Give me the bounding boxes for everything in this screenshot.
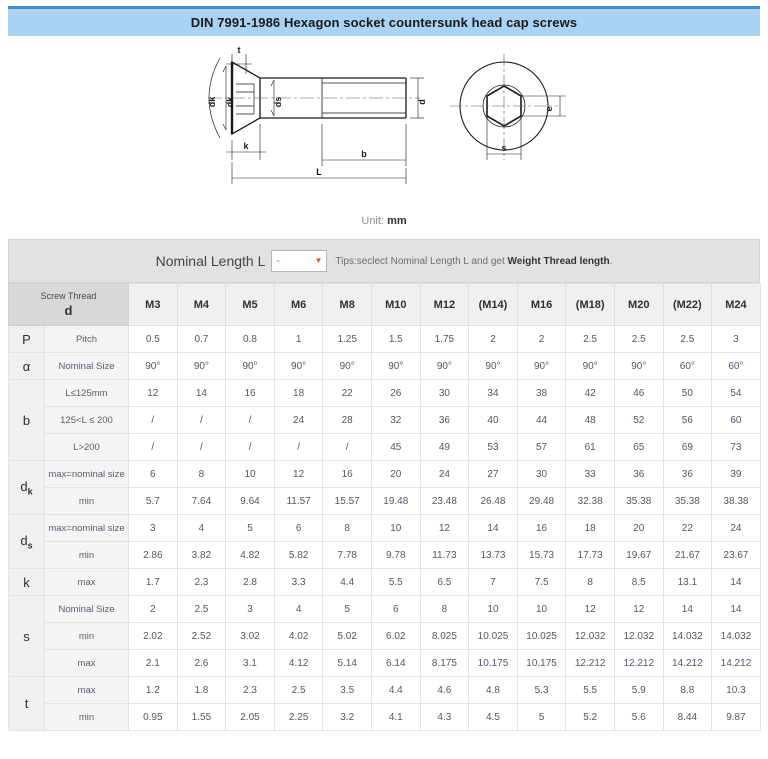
tips-bold: Weight Thread length bbox=[507, 255, 610, 267]
tips-suffix: . bbox=[609, 255, 613, 267]
table-cell: 6 bbox=[129, 461, 178, 488]
table-cell: 7.78 bbox=[323, 542, 372, 569]
table-row bbox=[9, 488, 761, 515]
table-cell: 14 bbox=[469, 515, 518, 542]
table-cell: 23.67 bbox=[712, 542, 761, 569]
table-cell: 57 bbox=[517, 434, 566, 461]
table-cell: 27 bbox=[469, 461, 518, 488]
table-cell: 5.3 bbox=[517, 677, 566, 704]
table-body bbox=[9, 326, 761, 731]
drawing-label-dk: dk bbox=[225, 96, 235, 107]
table-cell: 11.57 bbox=[274, 488, 323, 515]
table-cell: 8.175 bbox=[420, 650, 469, 677]
table-cell: 38.38 bbox=[712, 488, 761, 515]
row-symbol bbox=[9, 326, 45, 353]
table-cell: 1.75 bbox=[420, 326, 469, 353]
table-cell: 22 bbox=[323, 380, 372, 407]
table-cell: 56 bbox=[663, 407, 712, 434]
table-cell: / bbox=[226, 434, 275, 461]
row-description: max bbox=[45, 677, 129, 704]
nominal-length-label: Nominal Length L bbox=[155, 253, 266, 269]
table-cell: 17.73 bbox=[566, 542, 615, 569]
table-cell: 65 bbox=[614, 434, 663, 461]
table-cell: 34 bbox=[469, 380, 518, 407]
table-cell: 9.78 bbox=[371, 542, 420, 569]
table-cell: 5 bbox=[226, 515, 275, 542]
table-cell: 8.025 bbox=[420, 623, 469, 650]
table-row bbox=[9, 569, 761, 596]
table-cell: 14 bbox=[177, 380, 226, 407]
header-size-M24: M24 bbox=[712, 284, 761, 326]
row-description: min bbox=[45, 488, 129, 515]
row-description: max=nominal size bbox=[45, 515, 129, 542]
table-cell: 90° bbox=[177, 353, 226, 380]
table-cell: 8.8 bbox=[663, 677, 712, 704]
table-cell: 2.5 bbox=[663, 326, 712, 353]
table-cell: 10.025 bbox=[469, 623, 518, 650]
table-cell: 14 bbox=[663, 596, 712, 623]
table-row bbox=[9, 461, 761, 488]
header-size-M20: M20 bbox=[614, 284, 663, 326]
table-cell: 2 bbox=[517, 326, 566, 353]
tips-prefix: Tips:seclect Nominal Length L and get bbox=[335, 255, 508, 267]
table-cell: 6 bbox=[371, 596, 420, 623]
table-cell: 3.1 bbox=[226, 650, 275, 677]
table-cell: 21.67 bbox=[663, 542, 712, 569]
table-cell: 29.48 bbox=[517, 488, 566, 515]
table-cell: 5.2 bbox=[566, 704, 615, 731]
table-cell: 15.73 bbox=[517, 542, 566, 569]
table-cell: 2.86 bbox=[129, 542, 178, 569]
row-symbol bbox=[9, 596, 45, 677]
table-cell: 0.8 bbox=[226, 326, 275, 353]
table-cell: 44 bbox=[517, 407, 566, 434]
table-cell: 60 bbox=[712, 407, 761, 434]
table-cell: 6 bbox=[274, 515, 323, 542]
table-cell: 12.032 bbox=[566, 623, 615, 650]
table-cell: 49 bbox=[420, 434, 469, 461]
header-screw-thread-line2: d bbox=[64, 303, 73, 318]
table-cell: 90° bbox=[566, 353, 615, 380]
table-cell: 10.025 bbox=[517, 623, 566, 650]
table-cell: / bbox=[226, 407, 275, 434]
table-cell: 12 bbox=[420, 515, 469, 542]
table-cell: 4.82 bbox=[226, 542, 275, 569]
header-size-M16: M16 bbox=[517, 284, 566, 326]
table-cell: 35.38 bbox=[614, 488, 663, 515]
table-cell: 5.5 bbox=[371, 569, 420, 596]
table-cell: 90° bbox=[129, 353, 178, 380]
table-cell: / bbox=[129, 434, 178, 461]
table-cell: 5.6 bbox=[614, 704, 663, 731]
table-cell: 5.7 bbox=[129, 488, 178, 515]
table-cell: 12.032 bbox=[614, 623, 663, 650]
table-cell: 28 bbox=[323, 407, 372, 434]
table-cell: 1 bbox=[274, 326, 323, 353]
table-cell: 16 bbox=[323, 461, 372, 488]
table-cell: 3 bbox=[712, 326, 761, 353]
table-cell: 12 bbox=[274, 461, 323, 488]
table-cell: 5.5 bbox=[566, 677, 615, 704]
table-cell: 3 bbox=[226, 596, 275, 623]
nominal-length-select[interactable] bbox=[271, 250, 327, 272]
row-description: L>200 bbox=[45, 434, 129, 461]
table-cell: 36 bbox=[614, 461, 663, 488]
unit-label: Unit: bbox=[361, 215, 384, 227]
row-symbol bbox=[9, 353, 45, 380]
table-cell: 90° bbox=[371, 353, 420, 380]
table-cell: 2.5 bbox=[274, 677, 323, 704]
table-cell: 2.5 bbox=[177, 596, 226, 623]
table-cell: 36 bbox=[420, 407, 469, 434]
table-cell: 8 bbox=[420, 596, 469, 623]
table-cell: 42 bbox=[566, 380, 615, 407]
table-row bbox=[9, 407, 761, 434]
table-row bbox=[9, 326, 761, 353]
row-symbol bbox=[9, 515, 45, 569]
specification-table-wrap bbox=[8, 283, 760, 731]
drawing-label-t: t bbox=[237, 44, 241, 55]
row-symbol-base: k bbox=[23, 574, 30, 590]
table-cell: 16 bbox=[517, 515, 566, 542]
table-cell: 8 bbox=[177, 461, 226, 488]
row-symbol-base: α bbox=[22, 358, 31, 374]
table-cell: 4.1 bbox=[371, 704, 420, 731]
row-description: max bbox=[45, 650, 129, 677]
table-cell: 1.7 bbox=[129, 569, 178, 596]
row-description: min bbox=[45, 623, 129, 650]
drawing-label-ds: ds bbox=[273, 96, 283, 107]
table-cell: 12 bbox=[614, 596, 663, 623]
row-symbol bbox=[9, 380, 45, 461]
table-cell: 12 bbox=[566, 596, 615, 623]
table-cell: / bbox=[129, 407, 178, 434]
table-cell: 60° bbox=[712, 353, 761, 380]
table-cell: 1.5 bbox=[371, 326, 420, 353]
table-cell: 4.02 bbox=[274, 623, 323, 650]
drawing-label-s: s bbox=[501, 142, 507, 153]
row-description: L≤125mm bbox=[45, 380, 129, 407]
table-cell: / bbox=[274, 434, 323, 461]
engineering-drawing bbox=[0, 36, 768, 211]
table-cell: 90° bbox=[323, 353, 372, 380]
table-cell: 14.212 bbox=[663, 650, 712, 677]
header-size-M18: (M18) bbox=[566, 284, 615, 326]
header-size-M10: M10 bbox=[371, 284, 420, 326]
table-cell: 6.5 bbox=[420, 569, 469, 596]
table-cell: 2 bbox=[469, 326, 518, 353]
row-symbol bbox=[9, 677, 45, 731]
table-cell: 5.14 bbox=[323, 650, 372, 677]
table-row bbox=[9, 515, 761, 542]
table-cell: 12.212 bbox=[614, 650, 663, 677]
header-size-M8: M8 bbox=[323, 284, 372, 326]
table-cell: 10.175 bbox=[469, 650, 518, 677]
row-symbol-base: d bbox=[20, 478, 28, 494]
nominal-length-selected-value: - bbox=[276, 255, 281, 267]
table-cell: 8 bbox=[323, 515, 372, 542]
table-cell: 2.6 bbox=[177, 650, 226, 677]
table-cell: 5 bbox=[517, 704, 566, 731]
table-cell: 3 bbox=[129, 515, 178, 542]
table-cell: 2.25 bbox=[274, 704, 323, 731]
table-cell: 40 bbox=[469, 407, 518, 434]
page-title-banner bbox=[8, 6, 760, 36]
table-cell: / bbox=[177, 434, 226, 461]
table-cell: 24 bbox=[274, 407, 323, 434]
drawing-label-dk-tolerance: dk bbox=[207, 96, 217, 107]
table-cell: 14 bbox=[712, 596, 761, 623]
row-symbol bbox=[9, 569, 45, 596]
table-cell: 8.44 bbox=[663, 704, 712, 731]
table-cell: 15.57 bbox=[323, 488, 372, 515]
table-cell: 4.4 bbox=[323, 569, 372, 596]
table-cell: 13.73 bbox=[469, 542, 518, 569]
row-description: max bbox=[45, 569, 129, 596]
table-cell: 4.8 bbox=[469, 677, 518, 704]
table-cell: 10 bbox=[517, 596, 566, 623]
table-cell: 18 bbox=[566, 515, 615, 542]
row-symbol-base: s bbox=[23, 628, 30, 644]
table-cell: 7.64 bbox=[177, 488, 226, 515]
table-cell: 50 bbox=[663, 380, 712, 407]
table-cell: 19.48 bbox=[371, 488, 420, 515]
table-row bbox=[9, 650, 761, 677]
table-cell: 14.032 bbox=[712, 623, 761, 650]
header-size-M12: M12 bbox=[420, 284, 469, 326]
table-cell: 26.48 bbox=[469, 488, 518, 515]
table-row bbox=[9, 434, 761, 461]
table-cell: 3.02 bbox=[226, 623, 275, 650]
header-size-M22: (M22) bbox=[663, 284, 712, 326]
table-cell: 45 bbox=[371, 434, 420, 461]
table-cell: 2.3 bbox=[177, 569, 226, 596]
table-cell: 3.82 bbox=[177, 542, 226, 569]
table-cell: 30 bbox=[420, 380, 469, 407]
table-cell: 33 bbox=[566, 461, 615, 488]
unit-value: mm bbox=[387, 215, 407, 227]
table-cell: 24 bbox=[712, 515, 761, 542]
table-cell: 22 bbox=[663, 515, 712, 542]
table-cell: 2.3 bbox=[226, 677, 275, 704]
header-screw-thread bbox=[9, 284, 129, 326]
table-cell: 12 bbox=[129, 380, 178, 407]
table-cell: 14 bbox=[712, 569, 761, 596]
row-description: Nominal Size bbox=[45, 353, 129, 380]
table-cell: 7.5 bbox=[517, 569, 566, 596]
table-cell: 1.55 bbox=[177, 704, 226, 731]
header-size-M6: M6 bbox=[274, 284, 323, 326]
table-cell: 3.5 bbox=[323, 677, 372, 704]
table-cell: 13.1 bbox=[663, 569, 712, 596]
header-size-M4: M4 bbox=[177, 284, 226, 326]
table-cell: 6.14 bbox=[371, 650, 420, 677]
header-size-M14: (M14) bbox=[469, 284, 518, 326]
table-row bbox=[9, 380, 761, 407]
row-description: Nominal Size bbox=[45, 596, 129, 623]
table-cell: 14.212 bbox=[712, 650, 761, 677]
specification-table bbox=[8, 283, 761, 731]
table-cell: 32 bbox=[371, 407, 420, 434]
table-cell: 52 bbox=[614, 407, 663, 434]
table-cell: 2.1 bbox=[129, 650, 178, 677]
table-cell: 16 bbox=[226, 380, 275, 407]
table-cell: 26 bbox=[371, 380, 420, 407]
table-cell: 90° bbox=[226, 353, 275, 380]
table-cell: 2.52 bbox=[177, 623, 226, 650]
table-cell: 2.5 bbox=[566, 326, 615, 353]
chevron-down-icon: ▼ bbox=[314, 256, 323, 265]
table-cell: 9.64 bbox=[226, 488, 275, 515]
table-cell: 4.5 bbox=[469, 704, 518, 731]
table-cell: 24 bbox=[420, 461, 469, 488]
table-header bbox=[9, 284, 761, 326]
table-cell: 4.4 bbox=[371, 677, 420, 704]
table-cell: 48 bbox=[566, 407, 615, 434]
table-cell: 39 bbox=[712, 461, 761, 488]
table-cell: 20 bbox=[371, 461, 420, 488]
drawing-label-k: k bbox=[243, 140, 249, 151]
table-cell: 6.02 bbox=[371, 623, 420, 650]
table-cell: 38 bbox=[517, 380, 566, 407]
table-cell: 1.2 bbox=[129, 677, 178, 704]
table-row bbox=[9, 596, 761, 623]
drawing-label-b: b bbox=[361, 148, 367, 159]
table-cell: 12.212 bbox=[566, 650, 615, 677]
table-cell: 0.5 bbox=[129, 326, 178, 353]
table-cell: 2 bbox=[129, 596, 178, 623]
row-symbol-subscript: k bbox=[27, 486, 33, 497]
table-cell: 1.25 bbox=[323, 326, 372, 353]
table-cell: 4 bbox=[274, 596, 323, 623]
table-cell: 5 bbox=[323, 596, 372, 623]
table-cell: 10.3 bbox=[712, 677, 761, 704]
table-cell: 54 bbox=[712, 380, 761, 407]
row-description: min bbox=[45, 542, 129, 569]
table-cell: 20 bbox=[614, 515, 663, 542]
table-cell: 0.95 bbox=[129, 704, 178, 731]
table-cell: 30 bbox=[517, 461, 566, 488]
table-cell: / bbox=[323, 434, 372, 461]
table-cell: / bbox=[177, 407, 226, 434]
spec-sheet-page bbox=[0, 6, 768, 759]
table-cell: 35.38 bbox=[663, 488, 712, 515]
table-cell: 61 bbox=[566, 434, 615, 461]
table-cell: 4.12 bbox=[274, 650, 323, 677]
table-cell: 3.3 bbox=[274, 569, 323, 596]
table-cell: 2.5 bbox=[614, 326, 663, 353]
table-cell: 2.05 bbox=[226, 704, 275, 731]
row-symbol-base: t bbox=[24, 696, 29, 711]
table-cell: 7 bbox=[469, 569, 518, 596]
table-cell: 69 bbox=[663, 434, 712, 461]
table-cell: 4.3 bbox=[420, 704, 469, 731]
table-header-row bbox=[9, 284, 761, 326]
page-title: DIN 7991-1986 Hexagon socket countersunk head cap screws bbox=[190, 15, 578, 30]
table-cell: 10 bbox=[469, 596, 518, 623]
table-cell: 4.6 bbox=[420, 677, 469, 704]
nominal-length-selector-bar bbox=[8, 239, 760, 283]
table-cell: 18 bbox=[274, 380, 323, 407]
table-row bbox=[9, 542, 761, 569]
row-symbol-subscript: s bbox=[27, 540, 33, 551]
table-cell: 2.02 bbox=[129, 623, 178, 650]
table-cell: 36 bbox=[663, 461, 712, 488]
table-row bbox=[9, 677, 761, 704]
table-row bbox=[9, 704, 761, 731]
table-cell: 10 bbox=[226, 461, 275, 488]
table-cell: 90° bbox=[274, 353, 323, 380]
row-symbol-base: b bbox=[22, 412, 31, 428]
table-cell: 90° bbox=[469, 353, 518, 380]
row-description: min bbox=[45, 704, 129, 731]
drawing-label-e: e bbox=[544, 105, 554, 112]
row-symbol-base: d bbox=[20, 532, 28, 548]
table-cell: 90° bbox=[614, 353, 663, 380]
table-row bbox=[9, 353, 761, 380]
table-cell: 73 bbox=[712, 434, 761, 461]
table-cell: 60° bbox=[663, 353, 712, 380]
table-row bbox=[9, 623, 761, 650]
table-cell: 1.8 bbox=[177, 677, 226, 704]
drawing-label-L: L bbox=[316, 166, 322, 177]
table-cell: 8 bbox=[566, 569, 615, 596]
table-cell: 5.02 bbox=[323, 623, 372, 650]
table-cell: 46 bbox=[614, 380, 663, 407]
screw-drawing-svg bbox=[174, 44, 594, 204]
table-cell: 9.87 bbox=[712, 704, 761, 731]
table-cell: 4 bbox=[177, 515, 226, 542]
table-cell: 32.38 bbox=[566, 488, 615, 515]
table-cell: 19.67 bbox=[614, 542, 663, 569]
table-cell: 53 bbox=[469, 434, 518, 461]
table-cell: 5.82 bbox=[274, 542, 323, 569]
selector-tips bbox=[335, 256, 612, 267]
table-cell: 2.8 bbox=[226, 569, 275, 596]
table-cell: 3.2 bbox=[323, 704, 372, 731]
table-cell: 14.032 bbox=[663, 623, 712, 650]
table-cell: 10.175 bbox=[517, 650, 566, 677]
drawing-label-d: d bbox=[417, 98, 427, 105]
unit-note bbox=[0, 211, 768, 239]
table-cell: 5.9 bbox=[614, 677, 663, 704]
row-description: 125<L ≤ 200 bbox=[45, 407, 129, 434]
row-symbol bbox=[9, 461, 45, 515]
table-cell: 90° bbox=[420, 353, 469, 380]
table-cell: 11.73 bbox=[420, 542, 469, 569]
row-description: Pitch bbox=[45, 326, 129, 353]
header-size-M5: M5 bbox=[226, 284, 275, 326]
row-symbol-base: P bbox=[22, 331, 31, 347]
row-description: max=nominal size bbox=[45, 461, 129, 488]
header-screw-thread-line1: Screw Thread bbox=[40, 291, 97, 301]
table-cell: 90° bbox=[517, 353, 566, 380]
table-cell: 10 bbox=[371, 515, 420, 542]
table-cell: 0.7 bbox=[177, 326, 226, 353]
table-cell: 8.5 bbox=[614, 569, 663, 596]
table-cell: 23.48 bbox=[420, 488, 469, 515]
header-size-M3: M3 bbox=[129, 284, 178, 326]
